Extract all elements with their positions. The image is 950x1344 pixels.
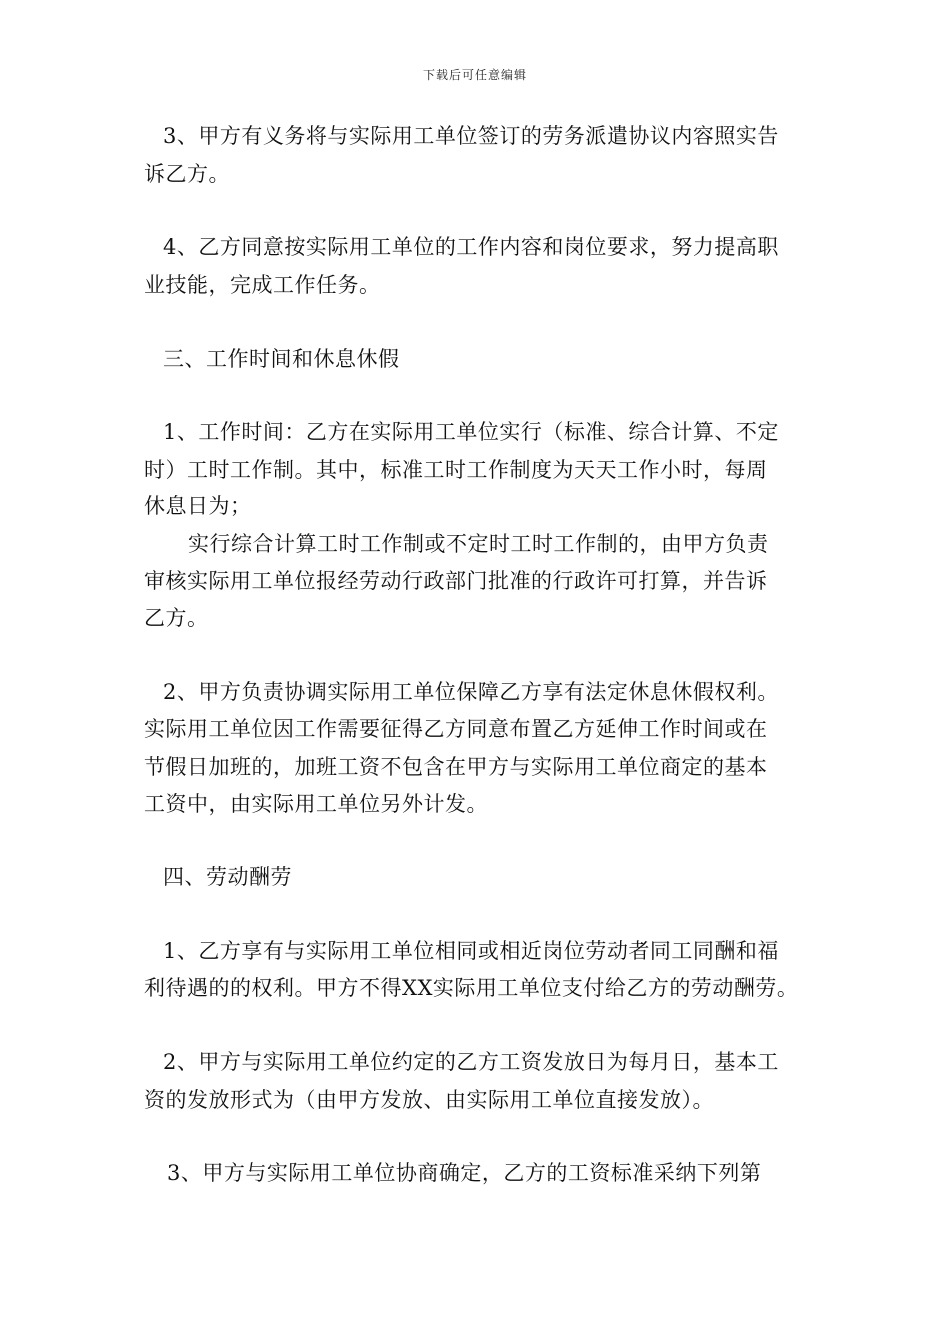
paragraph-line: 实行综合计算工时工作制或不定时工时工作制的，由甲方负责 — [188, 532, 769, 556]
page-header: 下载后可任意编辑 — [422, 68, 527, 82]
paragraph-line: 审核实际用工单位报经劳动行政部门批准的行政许可打算，并告诉 — [144, 569, 768, 593]
paragraph-line: 1、乙方享有与实际用工单位相同或相近岗位劳动者同工同酬和福 — [163, 939, 779, 963]
paragraph-line: 1、工作时间：乙方在实际用工单位实行（标准、综合计算、不定 — [163, 420, 779, 444]
paragraph-line: 2、甲方与实际用工单位约定的乙方工资发放日为每月日，基本工 — [163, 1050, 779, 1074]
paragraph-line: 节假日加班的，加班工资不包含在甲方与实际用工单位商定的基本 — [144, 755, 768, 779]
paragraph-line: 时）工时工作制。其中，标准工时工作制度为天天工作小时，每周 — [144, 458, 768, 482]
paragraph-line: 资的发放形式为（由甲方发放、由实际用工单位直接发放）。 — [144, 1088, 714, 1112]
paragraph-line: 利待遇的的权利。甲方不得XX实际用工单位支付给乙方的劳动酬劳。 — [144, 976, 799, 1000]
paragraph-line: 3、甲方有义务将与实际用工单位签订的劳务派遣协议内容照实告 — [163, 124, 779, 148]
paragraph-line: 工资中，由实际用工单位另外计发。 — [144, 792, 488, 816]
paragraph-line: 业技能，完成工作任务。 — [144, 273, 381, 297]
paragraph-line: 3、甲方与实际用工单位协商确定，乙方的工资标准采纳下列第 — [167, 1161, 762, 1185]
paragraph-line: 2、甲方负责协调实际用工单位保障乙方享有法定休息休假权利。 — [163, 680, 779, 704]
section-heading: 四、劳动酬劳 — [163, 865, 292, 889]
paragraph-line: 乙方。 — [144, 606, 209, 630]
paragraph-line: 诉乙方。 — [144, 162, 230, 186]
paragraph-line: 实际用工单位因工作需要征得乙方同意布置乙方延伸工作时间或在 — [144, 717, 768, 741]
section-heading: 三、工作时间和休息休假 — [163, 347, 400, 371]
paragraph-line: 休息日为； — [144, 494, 252, 518]
paragraph-line: 4、乙方同意按实际用工单位的工作内容和岗位要求，努力提高职 — [163, 235, 779, 259]
